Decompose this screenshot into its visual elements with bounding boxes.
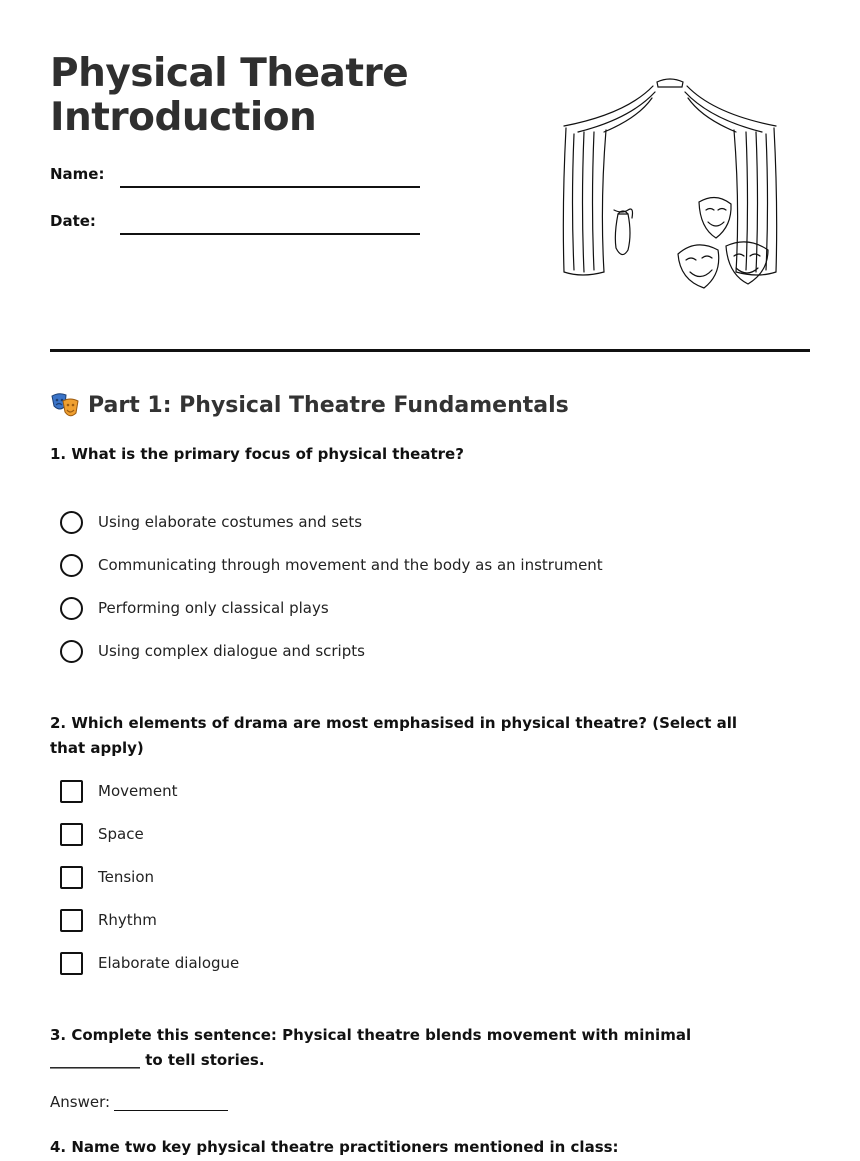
checkbox[interactable] <box>60 952 83 975</box>
q3-answer-row <box>50 1093 228 1111</box>
question-1: 1. What is the primary focus of physical theatre? <box>50 445 464 463</box>
answer-label: Answer: <box>50 1093 111 1111</box>
q2-option-4[interactable] <box>60 908 157 932</box>
radio-button[interactable] <box>60 640 83 663</box>
radio-button[interactable] <box>60 511 83 534</box>
q1-option-3[interactable] <box>60 596 329 620</box>
radio-button[interactable] <box>60 597 83 620</box>
option-label: Using elaborate costumes and sets <box>98 513 363 531</box>
comedy-mask-icon <box>678 245 719 288</box>
q1-option-2[interactable] <box>60 553 603 577</box>
option-label: Space <box>98 825 144 843</box>
date-field-line[interactable] <box>120 233 420 235</box>
q2-option-3[interactable] <box>60 865 154 889</box>
q1-option-1[interactable] <box>60 510 362 534</box>
question-2: 2. Which elements of drama are most emphasised in physical theatre? (Select all that apply) <box>50 714 738 757</box>
option-label: Using complex dialogue and scripts <box>98 642 365 660</box>
theatre-stage-illustration <box>556 74 784 296</box>
checkbox[interactable] <box>60 780 83 803</box>
name-label: Name: <box>50 165 105 183</box>
date-label: Date: <box>50 212 96 230</box>
q1-option-4[interactable] <box>60 639 365 663</box>
option-label: Performing only classical plays <box>98 599 329 617</box>
ballet-shoe-icon <box>614 209 633 255</box>
title-line-1: Physical Theatre <box>50 51 409 96</box>
q2-option-1[interactable] <box>60 779 177 803</box>
section-1-heading <box>50 390 569 420</box>
name-field-line[interactable] <box>120 186 420 188</box>
option-label: Elaborate dialogue <box>98 954 240 972</box>
question-4: 4. Name two key physical theatre practitioners mentioned in class: <box>50 1138 619 1156</box>
radio-button[interactable] <box>60 554 83 577</box>
q2-option-5[interactable] <box>60 951 239 975</box>
section-1-title: Part 1: Physical Theatre Fundamentals <box>88 392 569 418</box>
option-label: Rhythm <box>98 911 157 929</box>
q2-option-2[interactable] <box>60 822 144 846</box>
curtain-icon <box>563 79 776 275</box>
checkbox[interactable] <box>60 823 83 846</box>
option-label: Tension <box>98 868 155 886</box>
checkbox[interactable] <box>60 866 83 889</box>
option-label: Communicating through movement and the body as an instrument <box>98 556 603 574</box>
theatre-masks-emoji-icon <box>50 390 80 420</box>
question-3: 3. Complete this sentence: Physical theatre blends movement with minimal ____________ to tell stories. <box>50 1026 692 1069</box>
section-divider <box>50 349 810 352</box>
checkbox[interactable] <box>60 909 83 932</box>
option-label: Movement <box>98 782 178 800</box>
answer-input-line[interactable] <box>114 1097 228 1111</box>
title-line-2: Introduction <box>50 95 317 140</box>
comedy-mask-icon <box>699 197 731 238</box>
worksheet-title <box>50 52 408 140</box>
